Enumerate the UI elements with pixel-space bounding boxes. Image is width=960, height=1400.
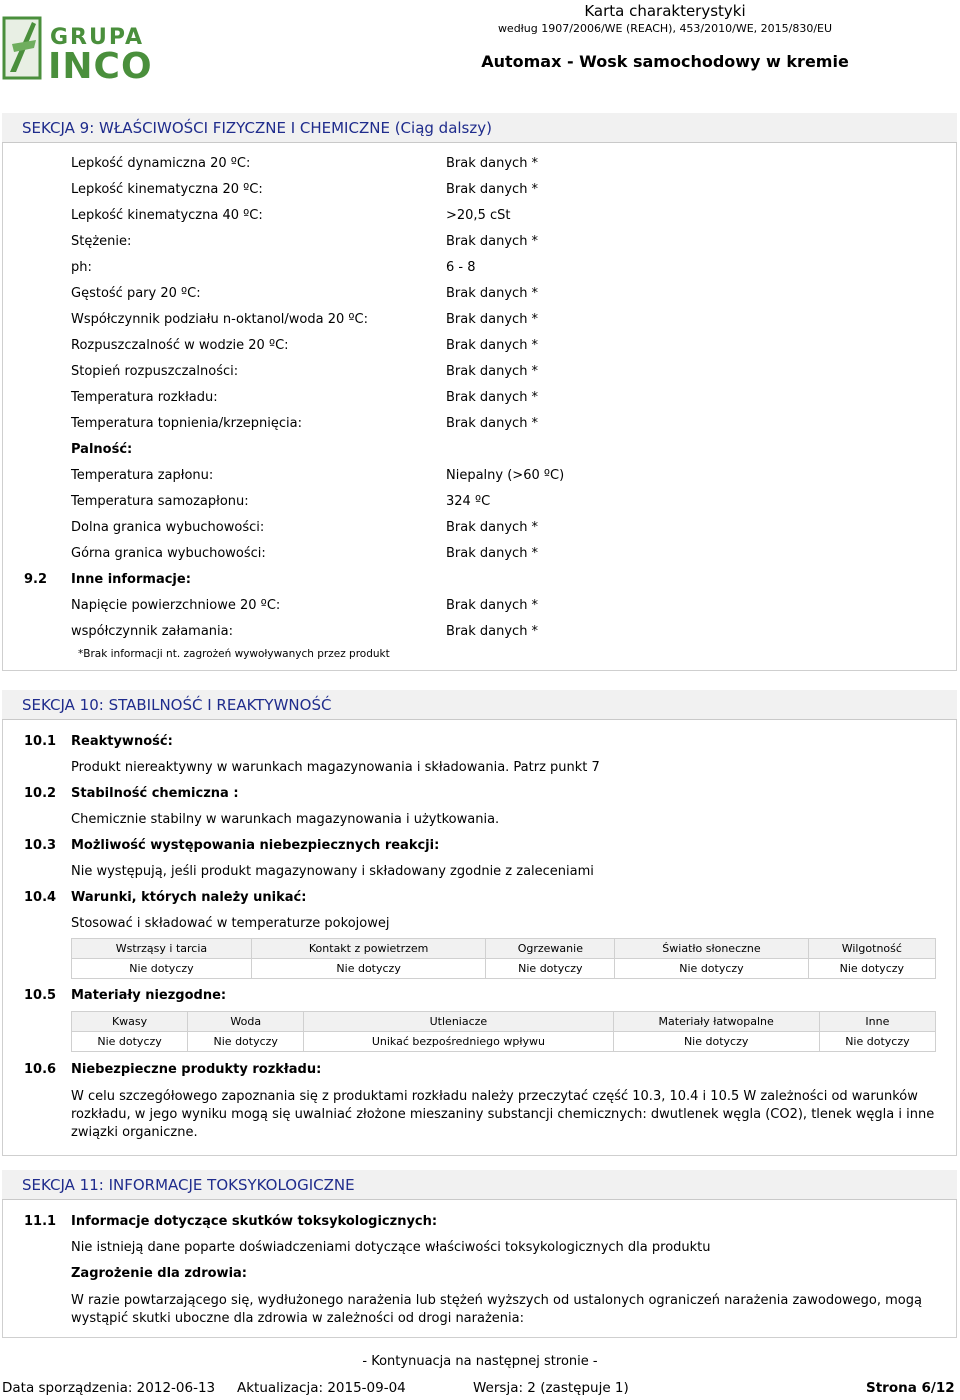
property-value: 6 - 8 xyxy=(446,260,476,275)
subsection-title: Informacje dotyczące skutków toksykologicznych: xyxy=(71,1214,438,1229)
footer-page-number: Strona 6/12 xyxy=(866,1380,955,1396)
table-header-row xyxy=(72,1012,936,1032)
footer-version: Wersja: 2 (zastępuje 1) xyxy=(473,1380,629,1396)
property-value: 324 ºC xyxy=(446,494,491,509)
table-header-cell: Kwasy xyxy=(72,1012,188,1032)
property-label: Lepkość dynamiczna 20 ºC: xyxy=(71,156,251,171)
property-value: Brak danych * xyxy=(446,520,539,535)
subsection-title: Reaktywność: xyxy=(71,734,173,749)
property-value: Brak danych * xyxy=(446,624,539,639)
subsection-title: Warunki, których należy unikać: xyxy=(71,890,307,905)
section-11-title: SEKCJA 11: INFORMACJE TOKSYKOLOGICZNE xyxy=(2,1170,957,1200)
incompatible-materials-table xyxy=(71,1011,936,1052)
footer-updated-date: Aktualizacja: 2015-09-04 xyxy=(237,1380,406,1396)
table-cell: Nie dotyczy xyxy=(615,959,808,979)
avoid-conditions-table xyxy=(71,938,936,979)
subsection-number: 10.5 xyxy=(24,988,57,1003)
property-value: Brak danych * xyxy=(446,182,539,197)
property-value: >20,5 cSt xyxy=(446,208,511,223)
property-label: Lepkość kinematyczna 20 ºC: xyxy=(71,182,263,197)
table-header-cell: Światło słoneczne xyxy=(615,939,808,959)
footnote: *Brak informacji nt. zagrożeń wywoływanych przez produkt xyxy=(78,648,390,660)
subsection-text: Nie występują, jeśli produkt magazynowany i składowany zgodnie z zaleceniami xyxy=(71,864,594,879)
product-name: Automax - Wosk samochodowy w kremie xyxy=(481,52,849,71)
subsection-title: Możliwość występowania niebezpiecznych reakcji: xyxy=(71,838,440,853)
table-cell: Nie dotyczy xyxy=(613,1032,819,1052)
subsection-number: 10.1 xyxy=(24,734,57,749)
table-header-cell: Utleniacze xyxy=(304,1012,613,1032)
flammability-heading: Palność: xyxy=(71,442,133,457)
property-label: współczynnik załamania: xyxy=(71,624,233,639)
footer-created-date: Data sporządzenia: 2012-06-13 xyxy=(2,1380,216,1396)
section-10-title: SEKCJA 10: STABILNOŚĆ I REAKTYWNOŚĆ xyxy=(2,690,957,720)
property-value: Brak danych * xyxy=(446,234,539,249)
svg-text:GRUPA: GRUPA xyxy=(50,25,144,50)
property-label: Górna granica wybuchowości: xyxy=(71,546,266,561)
subsection-title: Stabilność chemiczna : xyxy=(71,786,239,801)
property-value: Brak danych * xyxy=(446,338,539,353)
table-header-row xyxy=(72,939,936,959)
subsection-number: 11.1 xyxy=(24,1214,57,1229)
property-label: Temperatura samozapłonu: xyxy=(71,494,249,509)
table-cell: Unikać bezpośredniego wpływu xyxy=(304,1032,613,1052)
property-value: Brak danych * xyxy=(446,546,539,561)
subsection-text: Stosować i składować w temperaturze pokojowej xyxy=(71,916,390,931)
property-label: Lepkość kinematyczna 40 ºC: xyxy=(71,208,263,223)
property-label: Temperatura zapłonu: xyxy=(71,468,214,483)
table-cell: Nie dotyczy xyxy=(72,959,252,979)
subsection-title: Inne informacje: xyxy=(71,572,191,587)
table-header-cell: Materiały łatwopalne xyxy=(613,1012,819,1032)
table-row xyxy=(72,1032,936,1052)
table-header-cell: Inne xyxy=(819,1012,935,1032)
property-label: Stopień rozpuszczalności: xyxy=(71,364,239,379)
company-logo-graphic xyxy=(2,14,182,82)
table-header-cell: Wilgotność xyxy=(808,939,935,959)
table-header-cell: Ogrzewanie xyxy=(486,939,615,959)
property-value: Brak danych * xyxy=(446,390,539,405)
property-label: Dolna granica wybuchowości: xyxy=(71,520,265,535)
table-cell: Nie dotyczy xyxy=(188,1032,304,1052)
property-label: Temperatura rozkładu: xyxy=(71,390,218,405)
table-cell: Nie dotyczy xyxy=(819,1032,935,1052)
svg-text:INCO: INCO xyxy=(48,46,153,82)
property-value: Brak danych * xyxy=(446,156,539,171)
table-cell: Nie dotyczy xyxy=(486,959,615,979)
table-header-cell: Kontakt z powietrzem xyxy=(251,939,486,959)
property-value: Brak danych * xyxy=(446,598,539,613)
property-label: Rozpuszczalność w wodzie 20 ºC: xyxy=(71,338,289,353)
subsection-number: 10.2 xyxy=(24,786,57,801)
health-hazard-text: W razie powtarzającego się, wydłużonego narażenia lub stężeń wyższych od ustalonych ograniczeń narażenia zawodowego, mogą wystąpić skutki uboczne dla zdrowia w zależności od drogi narażenia: xyxy=(71,1293,922,1326)
health-hazard-title: Zagrożenie dla zdrowia: xyxy=(71,1266,247,1281)
property-label: Stężenie: xyxy=(71,234,132,249)
property-value: Brak danych * xyxy=(446,364,539,379)
property-label: Temperatura topnienia/krzepnięcia: xyxy=(71,416,302,431)
document-title: Karta charakterystyki xyxy=(584,2,746,20)
subsection-number: 9.2 xyxy=(24,572,48,587)
table-cell: Nie dotyczy xyxy=(72,1032,188,1052)
subsection-text: Produkt niereaktywny w warunkach magazynowania i składowania. Patrz punkt 7 xyxy=(71,760,600,775)
property-label: Współczynnik podziału n-oktanol/woda 20 ºC: xyxy=(71,312,368,327)
subsection-number: 10.4 xyxy=(24,890,57,905)
table-cell: Nie dotyczy xyxy=(808,959,935,979)
subsection-title: Niebezpieczne produkty rozkładu: xyxy=(71,1062,322,1077)
table-cell: Nie dotyczy xyxy=(251,959,486,979)
property-value: Niepalny (>60 ºC) xyxy=(446,468,565,483)
property-label: ph: xyxy=(71,260,92,275)
subsection-number: 10.6 xyxy=(24,1062,57,1077)
table-header-cell: Wstrząsy i tarcia xyxy=(72,939,252,959)
subsection-number: 10.3 xyxy=(24,838,57,853)
subsection-text: Nie istnieją dane poparte doświadczeniami dotyczące właściwości toksykologicznych dla produktu xyxy=(71,1240,711,1255)
company-logo xyxy=(2,14,182,82)
section-9-title: SEKCJA 9: WŁAŚCIWOŚCI FIZYCZNE I CHEMICZNE (Ciąg dalszy) xyxy=(2,113,957,143)
subsection-text: W celu szczegółowego zapoznania się z produktami rozkładu należy przeczytać część 10.3, 10.4 i 10.5 W zależności od warunków rozkładu, w jego wyniku mogą się uwalniać złożone mieszaniny substancji chemicznych: dwutlenek węgla (CO2), tlenek węgla i inne związki organiczne. xyxy=(71,1089,935,1140)
subsection-title: Materiały niezgodne: xyxy=(71,988,227,1003)
table-row xyxy=(72,959,936,979)
property-label: Gęstość pary 20 ºC: xyxy=(71,286,201,301)
property-value: Brak danych * xyxy=(446,286,539,301)
property-value: Brak danych * xyxy=(446,312,539,327)
table-header-cell: Woda xyxy=(188,1012,304,1032)
regulation-reference: według 1907/2006/WE (REACH), 453/2010/WE, 2015/830/EU xyxy=(497,22,833,35)
continuation-note: - Kontynuacja na następnej stronie - xyxy=(362,1354,598,1369)
property-label: Napięcie powierzchniowe 20 ºC: xyxy=(71,598,281,613)
property-value: Brak danych * xyxy=(446,416,539,431)
subsection-text: Chemicznie stabilny w warunkach magazynowania i użytkowania. xyxy=(71,812,500,827)
